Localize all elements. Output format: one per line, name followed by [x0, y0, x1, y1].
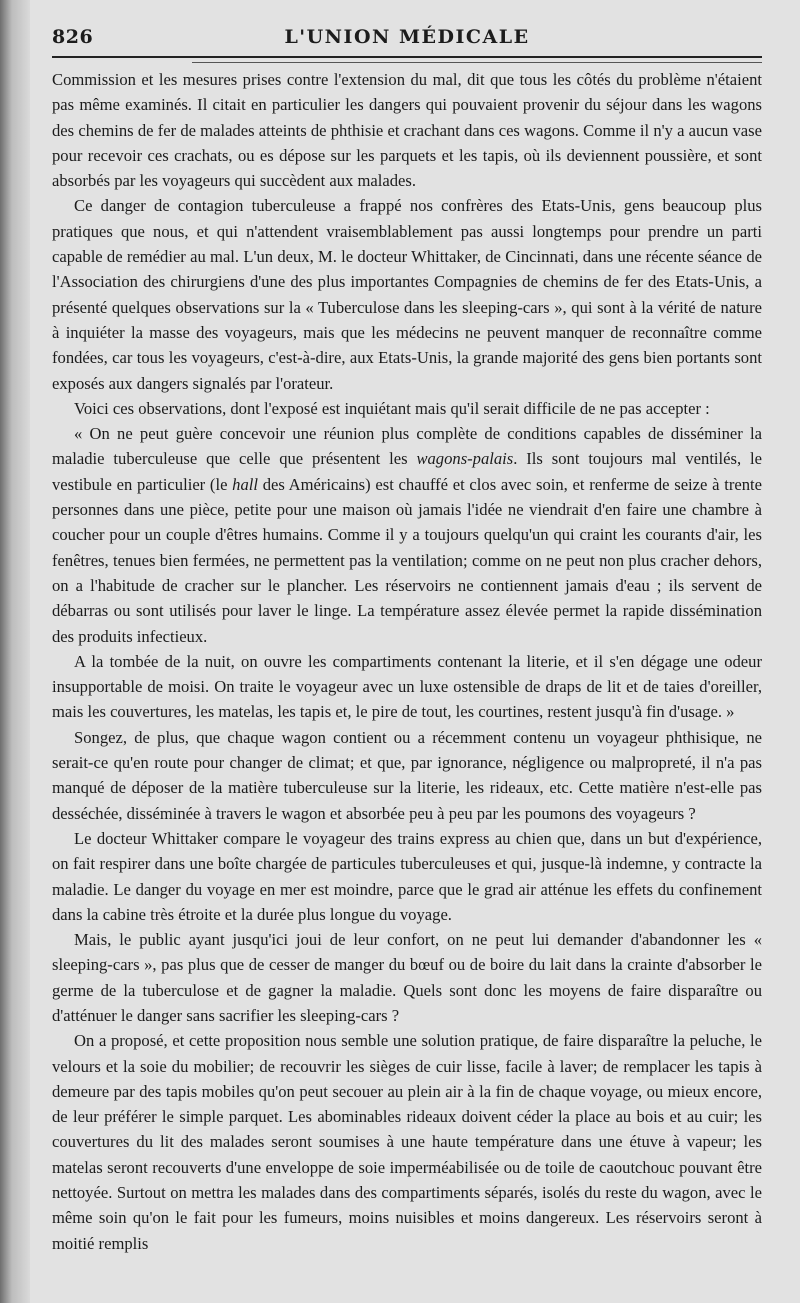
paragraph-1: Commission et les mesures prises contre l'extension du mal, dit que tous les côtés du problème n'étaient pas même examinés. Il citait en particulier les dangers qui pouvaient provenir du séjour dans les wagons des chemins de fer de malades atteints de phthisie et crachant dans ces wagons. Comme il n'y a aucun vase pour recevoir ces crachats, ou es dépose sur les parquets et les tapis, où ils deviennent poussière, et sont absorbés par les voyageurs qui succèdent aux malades.	[52, 70, 762, 191]
page-header	[52, 22, 762, 58]
paragraph-9: On a proposé, et cette proposition nous semble une solution pratique, de faire disparaître la peluche, le velours et la soie du mobilier; de recouvrir les sièges de cuir lisse, facile à laver; de remplacer les tapis à demeure par des tapis mobiles qu'on peut secouer au plein air à la fin de chaque voyage, ou mieux encore, de leur préférer le simple parquet. Les abominables rideaux doivent céder la place au bois et au cuir; les couvertures du lit des malades seront soumises à une haute température dans une étuve à vapeur; les matelas seront recouverts d'une enveloppe de soie imperméabilisée ou de toile de caoutchouc pouvant être nettoyée. Surtout on mettra les malades dans des compartiments séparés, isolés du reste du wagon, avec le même soin qu'on le fait pour les fumeurs, moins nuisibles et moins dangereux. Les réservoirs seront à moitié remplis	[52, 1031, 762, 1253]
paragraph-2: Ce danger de contagion tuberculeuse a frappé nos confrères des Etats-Unis, gens beaucoup plus pratiques que nous, et qui n'attendent vraisemblablement pas aussi longtemps pour prendre un parti capable de remédier au mal. L'un deux, M. le docteur Whittaker, de Cincinnati, dans une récente séance de l'Association des chirurgiens d'une des plus importantes Compagnies de chemins de fer des Etats-Unis, a présenté quelques observations sur la « Tuberculose dans les sleeping-cars », qui sont à la vérité de nature à inquiéter la masse des voyageurs, mais que les médecins ne peuvent manquer de reconnaître comme fondées, car tous les voyageurs, c'est-à-dire, aux Etats-Unis, la grande majorité des gens bien portants sont exposés aux dangers signalés par l'orateur.	[52, 196, 762, 393]
paragraph-8: Mais, le public ayant jusqu'ici joui de leur confort, on ne peut lui demander d'abandonner les « sleeping-cars », pas plus que de cesser de manger du bœuf ou de boire du lait dans la crainte d'absorber le germe de la tuberculose et de gagner la maladie. Quels sont donc les moyens de faire disparaître ou d'atténuer le danger sans sacrifier les sleeping-cars ?	[52, 930, 762, 1025]
header-rule	[192, 62, 762, 63]
paragraph-6: Songez, de plus, que chaque wagon contient ou a récemment contenu un voyageur phthisique, ne serait-ce qu'en route pour changer de climat; et que, par ignorance, négligence ou malpropreté, il n'a pas manqué de déposer de la matière tuberculeuse sur la literie, les rideaux, etc. Cette matière n'est-elle pas desséchée, disséminée à travers le wagon et absorbée peu à peu par les poumons des voyageurs ?	[52, 727, 762, 823]
page-number: 826	[52, 26, 94, 48]
quote-emphasis-hall: hall	[232, 474, 258, 494]
paragraph-5: A la tombée de la nuit, on ouvre les compartiments contenant la literie, et il s'en dégage une odeur insupportable de moisi. On traite le voyageur avec un luxe ostensible de draps de lit et de taies d'oreiller, mais les couvertures, les matelas, les tapis et, le pire de tout, les courtines, restent jusqu'à fin d'usage. »	[52, 651, 762, 722]
quote-text-c: des Américains) est chauffé et clos avec soin, et renferme de seize à trente personnes dans une pièce, petite pour une maison où jamais l'idée ne viendrait d'en faire une chambre à coucher pour un couple d'êtres humains. Comme il y a toujours quelqu'un qui craint les courants d'air, les fenêtres, tenues bien fermées, ne permettent pas la ventilation; comme on ne peut non plus cracher dehors, on a l'habitude de cracher sur le plancher. Les réservoirs ne contiennent jamais d'eau ; ils servent de débarras ou sont utilisés pour laver le linge. La température assez élevée permet la rapide dissémination des produits infectieux.	[52, 474, 762, 646]
binding-shadow	[0, 0, 30, 1303]
paragraph-3: Voici ces observations, dont l'exposé est inquiétant mais qu'il serait difficile de ne pas accepter :	[74, 398, 710, 418]
quote-text-b: . Ils sont toujours mal ventilés, le vestibule en particulier (le	[52, 449, 762, 494]
article-body	[52, 67, 762, 1256]
paragraph-7: Le docteur Whittaker compare le voyageur des trains express au chien que, dans un but d'expérience, on fait respirer dans une boîte chargée de particules tuberculeuses et qui, jusque-là indemne, y contracte la maladie. Le danger du voyage en mer est moindre, parce que le grad air atténue les effets du confinement dans la cabine très étroite et la durée plus longue du voyage.	[52, 828, 762, 924]
paragraph-4-quote	[52, 421, 762, 649]
running-title: L'UNION MÉDICALE	[284, 26, 530, 48]
quote-emphasis-wagons: wagons-palais	[416, 449, 514, 469]
quote-text-a: « On ne peut guère concevoir une réunion plus complète de conditions capables de disséminer la maladie tuberculeuse que celle que présentent les	[52, 424, 762, 469]
